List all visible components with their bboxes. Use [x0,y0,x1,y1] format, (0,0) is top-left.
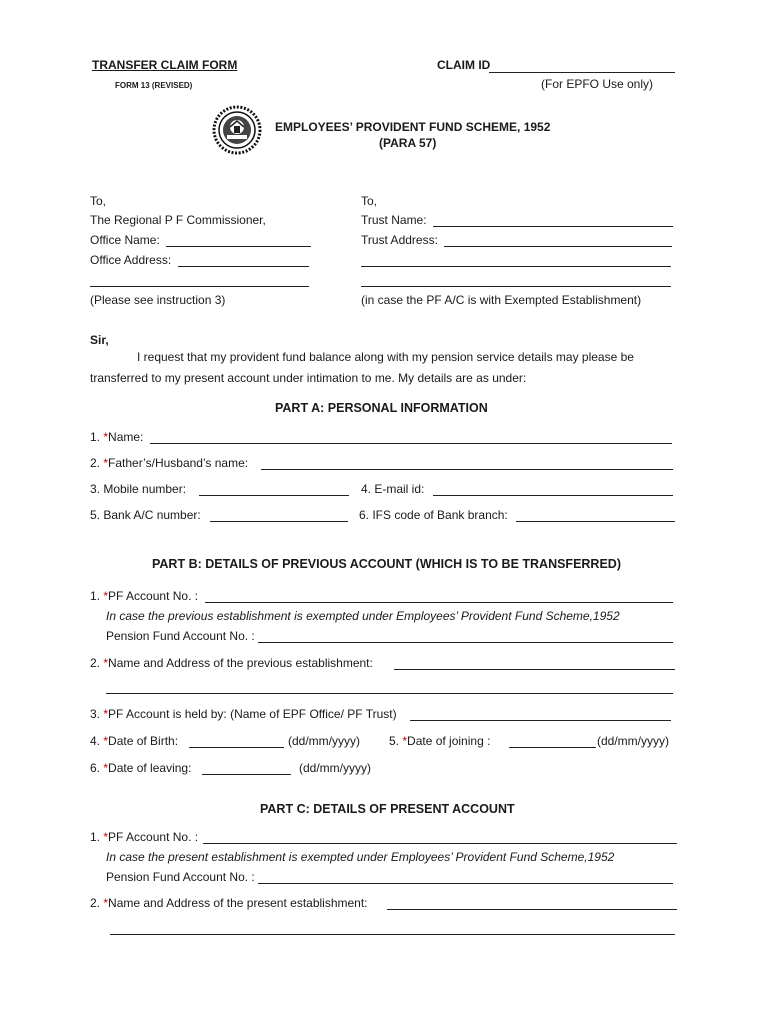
required-mark: * [103,707,109,721]
ifsc-label: 6. IFS code of Bank branch: [359,508,508,522]
field-number: 1. [90,430,101,444]
present-establishment-label: Name and Address of the present establishment: [108,896,368,910]
ifsc-field[interactable] [516,521,675,522]
prev-pf-field[interactable] [205,602,673,603]
required-mark: * [103,761,109,775]
present-pf-row [90,830,198,844]
right-to: To, [361,194,378,208]
dol-field[interactable] [202,774,291,775]
trust-address-field-2[interactable] [361,266,671,267]
required-mark: * [103,430,109,444]
required-mark: * [103,896,109,910]
required-mark: * [103,456,109,470]
salutation: Sir, [90,333,109,347]
mobile-label: 3. Mobile number: [90,482,187,496]
trust-address-label: Trust Address: [361,233,438,247]
instruction-note: (Please see instruction 3) [90,293,226,307]
regional-commissioner: The Regional P F Commissioner, [90,213,266,227]
present-pension-label: Pension Fund Account No. : [106,870,255,884]
field-number: 2. [90,656,101,670]
claim-id-label: CLAIM ID [437,58,491,72]
field-number: 1. [90,830,101,844]
part-a-heading: PART A: PERSONAL INFORMATION [275,401,488,415]
prev-exempt-note: In case the previous establishment is exempted under Employees’ Provident Fund Scheme,1952 [106,609,620,623]
present-pf-field[interactable] [203,843,677,844]
prev-establishment-label: Name and Address of the previous establishment: [108,656,373,670]
left-to: To, [90,194,107,208]
bank-account-label: 5. Bank A/C number: [90,508,201,522]
field-number: 2. [90,896,101,910]
doj-field[interactable] [509,747,596,748]
required-mark: * [103,734,109,748]
bank-account-field[interactable] [210,521,348,522]
required-mark: * [103,656,109,670]
dob-field[interactable] [189,747,284,748]
dob-label: Date of Birth: [108,734,179,748]
epfo-emblem-icon [212,105,262,155]
mobile-field[interactable] [199,495,349,496]
email-label: 4. E-mail id: [361,482,425,496]
dol-row [90,761,191,775]
doj-label: Date of joining : [407,734,491,748]
field-number: 6. [90,761,101,775]
scheme-title: EMPLOYEES’ PROVIDENT FUND SCHEME, 1952 [275,120,551,134]
name-field[interactable] [150,443,672,444]
para-reference: (PARA 57) [379,136,437,150]
prev-pf-label: PF Account No. : [108,589,199,603]
required-mark: * [103,589,109,603]
pf-held-by-row [90,707,397,721]
field-number: 4. [90,734,101,748]
field-number: 3. [90,707,101,721]
trust-name-field[interactable] [433,226,673,227]
doj-format: (dd/mm/yyyy) [597,734,669,748]
email-field[interactable] [433,495,673,496]
prev-pf-row [90,589,198,603]
office-address-field-2[interactable] [90,286,309,287]
office-address-field[interactable] [178,266,309,267]
dol-label: Date of leaving: [108,761,192,775]
doj-row [389,734,490,748]
prev-establishment-field[interactable] [394,669,675,670]
present-exempt-note: In case the present establishment is exempted under Employees’ Provident Fund Scheme,1952 [106,850,615,864]
part-a-name-row [90,430,143,444]
father-name-field[interactable] [261,469,673,470]
present-pension-field[interactable] [258,883,673,884]
prev-pension-field[interactable] [258,642,673,643]
field-number: 2. [90,456,101,470]
request-line-2: transferred to my present account under intimation to me. My details are as under: [90,371,527,385]
office-address-label: Office Address: [90,253,172,267]
request-line-1: I request that my provident fund balance along with my pension service details may please be [137,350,634,364]
prev-establishment-row [90,656,373,670]
claim-id-field[interactable] [489,72,675,73]
required-mark: * [103,830,109,844]
present-establishment-field-2[interactable] [110,934,675,935]
required-mark: * [402,734,408,748]
dol-format: (dd/mm/yyyy) [299,761,371,775]
trust-address-field[interactable] [444,246,672,247]
field-number: 1. [90,589,101,603]
pf-held-by-label: PF Account is held by: (Name of EPF Office/ PF Trust) [108,707,397,721]
pf-held-by-field[interactable] [410,720,671,721]
office-name-label: Office Name: [90,233,160,247]
form-number: FORM 13 (REVISED) [115,81,193,90]
field-number: 5. [389,734,400,748]
exempted-note: (in case the PF A/C is with Exempted Establishment) [361,293,642,307]
form-title: TRANSFER CLAIM FORM [92,58,238,72]
office-name-field[interactable] [166,246,311,247]
present-pf-label: PF Account No. : [108,830,199,844]
name-label: Name: [108,430,144,444]
trust-name-label: Trust Name: [361,213,427,227]
prev-establishment-field-2[interactable] [106,693,673,694]
part-a-father-row [90,456,248,470]
part-c-heading: PART C: DETAILS OF PRESENT ACCOUNT [260,802,515,816]
present-establishment-field[interactable] [387,909,677,910]
dob-row [90,734,178,748]
present-establishment-row [90,896,368,910]
prev-pension-label: Pension Fund Account No. : [106,629,255,643]
dob-format: (dd/mm/yyyy) [288,734,360,748]
trust-address-field-3[interactable] [361,286,671,287]
part-b-heading: PART B: DETAILS OF PREVIOUS ACCOUNT (WHICH IS TO BE TRANSFERRED) [152,557,621,571]
father-name-label: Father’s/Husband’s name: [108,456,249,470]
epfo-use-note: (For EPFO Use only) [541,77,654,91]
